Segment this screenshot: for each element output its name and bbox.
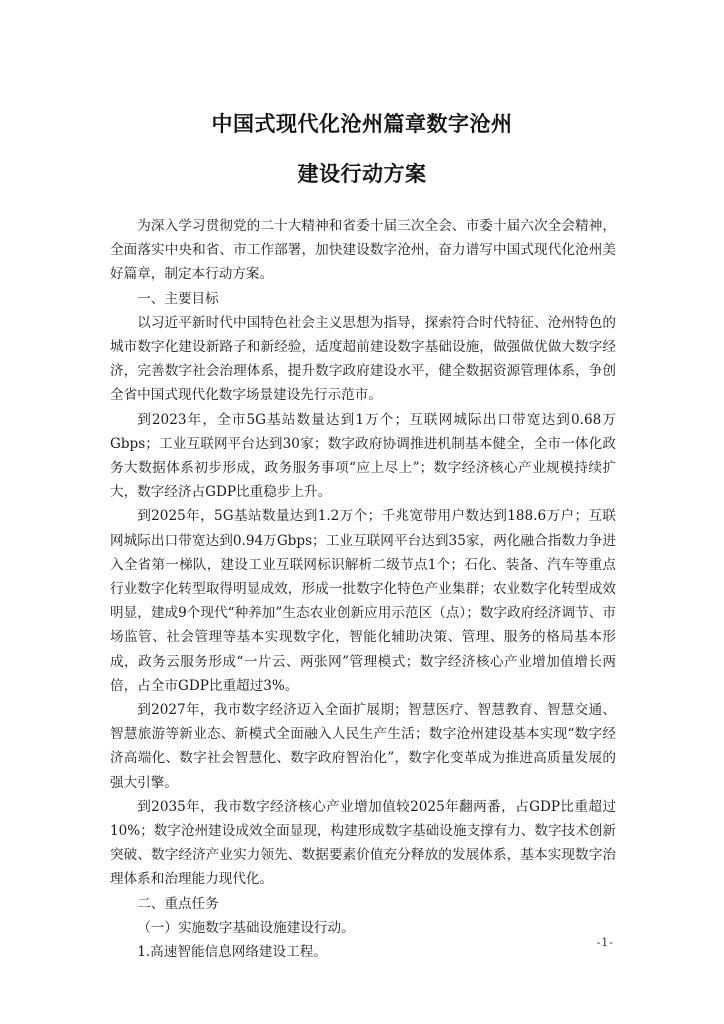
intro-paragraph: 为深入学习贯彻党的二十大精神和省委十届三次全会、市委十届六次全会精神，全面落实中央和省、市工作部署，加快建设数字沧州，奋力谱写中国式现代化沧州美好篇章，制定本行动方案。	[110, 218, 616, 283]
goal-2023-paragraph: 到2023年，全市5G基站数量达到1万个；互联网城际出口带宽达到0.68万Gbps；工业互联网平台达到30家；数字政府协调推进机制基本健全，全市一体化政务大数据体系初步形成，政务服务事项“应上尽上”；数字经济核心产业规模持续扩大，数字经济占GDP比重稳步上升。	[110, 411, 616, 501]
goal-2025-paragraph: 到2025年，5G基站数量达到1.2万个；千兆宽带用户数达到188.6万户；互联网城际出口带宽达到0.94万Gbps；工业互联网平台达到35家，两化融合指数力争进入全省第一梯队，建设工业互联网标识解析二级节点1个；石化、装备、汽车等重点行业数字化转型取得明显成效，形成一批数字化特色产业集群；农业数字化转型成效明显，建成9个现代“种养加”生态农业创新应用示范区（点）；数字政府经济调节、市场监管、社会管理等基本实现数字化，智能化辅助决策、管理、服务的格局基本形成，政务云服务形成“一片云、两张网”管理模式；数字经济核心产业增加值增长两倍，占全市GDP比重超过3%。	[110, 508, 616, 694]
document-body	[110, 214, 616, 964]
guiding-principle-paragraph: 以习近平新时代中国特色社会主义思想为指导，探索符合时代特征、沧州特色的城市数字化建设新路子和新经验，适度超前建设数字基础设施，做强做优做大数字经济，完善数字社会治理体系，提升数字政府建设水平，健全数据资源管理体系，争创全省中国式现代化数字场景建设先行示范市。	[110, 314, 616, 404]
goal-2035-paragraph: 到2035年，我市数字经济核心产业增加值较2025年翻两番，占GDP比重超过10%；数字沧州建设成效全面显现，构建形成数字基础设施支撑有力、数字技术创新突破、数字经济产业实力领先、数据要素价值充分释放的发展体系，基本实现数字治理体系和治理能力现代化。	[110, 798, 616, 888]
document-title-line-2: 建设行动方案	[297, 162, 427, 186]
section-heading-key-tasks: 二、重点任务	[137, 895, 219, 912]
document-title-line-1: 中国式现代化沧州篇章数字沧州	[211, 112, 513, 136]
subsection-heading-infrastructure: （一）实施数字基础设施建设行动。	[137, 919, 355, 936]
item-heading-network: 1.高速智能信息网络建设工程。	[137, 944, 327, 961]
page-number: -1-	[596, 936, 614, 949]
section-heading-main-goals: 一、主要目标	[137, 290, 219, 307]
goal-2027-paragraph: 到2027年，我市数字经济迈入全面扩展期；智慧医疗、智慧教育、智慧交通、智慧旅游等新业态、新模式全面融入人民生产生活；数字沧州建设基本实现“数字经济高端化、数字社会智慧化、数字政府智治化”，数字化变革成为推进高质量发展的强大引擎。	[110, 702, 616, 791]
